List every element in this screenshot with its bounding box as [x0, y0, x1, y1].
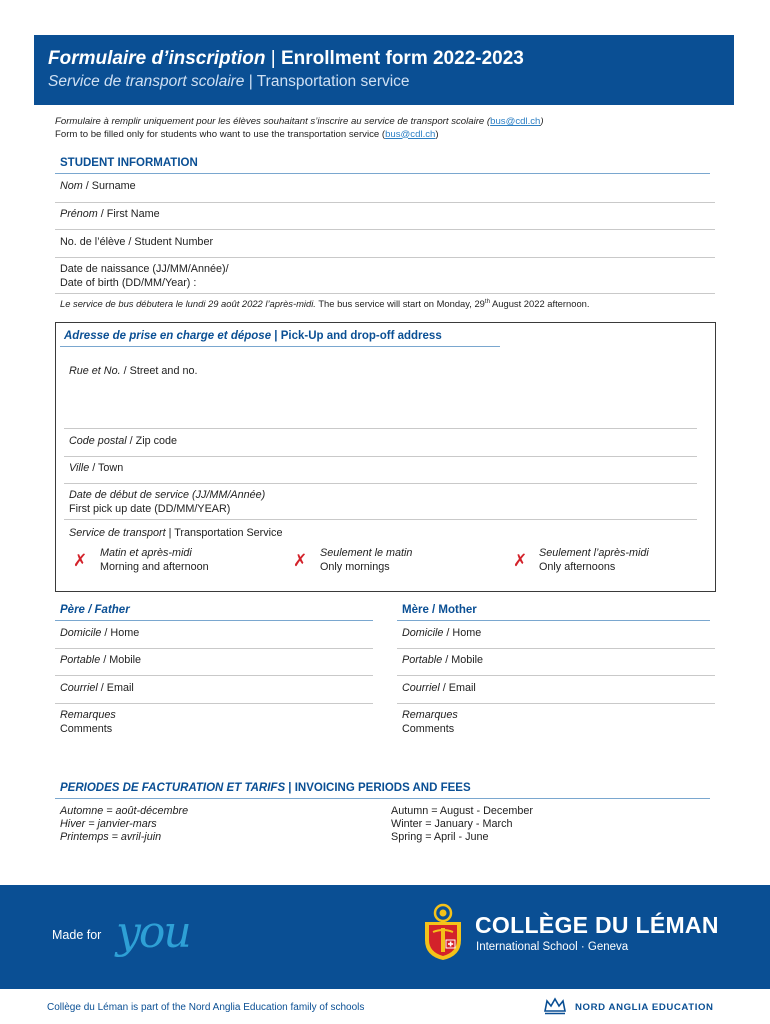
title-en: Enrollment form 2022-2023 — [280, 48, 524, 69]
father-email-line — [55, 703, 373, 704]
option-label-fr: Seulement l’après-midi — [539, 547, 649, 559]
dob-line — [55, 293, 715, 294]
subtitle-en: Transportation service — [256, 73, 410, 90]
father-email-field[interactable] — [60, 682, 134, 696]
father-mobile-fr: Portable — [60, 654, 101, 666]
surname-label-en: / Surname — [82, 180, 136, 192]
option-label-en: Only afternoons — [539, 560, 616, 573]
mother-home-fr: Domicile — [402, 627, 444, 639]
note-fr: Le service de bus débutera le lundi 29 août 2022 l’après-midi. — [60, 298, 316, 309]
mother-remarks-en: Comments — [402, 722, 455, 735]
invoicing-section-title — [60, 782, 471, 794]
footer — [0, 885, 770, 1024]
father-mobile-en: / Mobile — [100, 654, 142, 666]
intro-fr-end: ) — [540, 116, 544, 127]
nord-anglia-crown-icon — [542, 996, 568, 1016]
street-field[interactable] — [69, 365, 197, 379]
service-label-fr: Service de transport — [69, 527, 166, 539]
mother-title-rule — [397, 620, 710, 621]
town-label-en: / Town — [89, 462, 124, 474]
surname-line — [55, 202, 715, 203]
mother-email-field[interactable] — [402, 682, 476, 696]
mother-remarks-field[interactable] — [402, 709, 458, 736]
family-of-schools-text: Collège du Léman is part of the Nord Anglia Education family of schools — [47, 1002, 365, 1013]
father-email-fr: Courriel — [60, 682, 98, 694]
zip-field[interactable] — [69, 435, 177, 449]
start-date-field[interactable] — [69, 489, 265, 516]
father-mobile-line — [55, 675, 373, 676]
form-header — [34, 35, 734, 105]
start-date-label-en: First pick up date (DD/MM/YEAR) — [69, 502, 231, 515]
street-line — [64, 428, 697, 429]
start-date-label-fr: Date de début de service (JJ/MM/Année) — [69, 489, 266, 501]
option-label-fr: Matin et après-midi — [100, 547, 192, 559]
note-en-end: August 2022 afternoon. — [489, 298, 590, 309]
intro-en-end: ) — [435, 128, 439, 140]
service-label — [69, 527, 282, 541]
surname-label-fr: Nom — [60, 180, 83, 192]
title-separator: | — [265, 48, 281, 69]
student-section-title: STUDENT INFORMATION — [60, 157, 198, 169]
father-remarks-field[interactable] — [60, 709, 116, 736]
street-label-fr: Rue et No. — [69, 365, 121, 377]
mother-remarks-fr: Remarques — [402, 709, 458, 721]
option-label-fr: Seulement le matin — [320, 547, 413, 559]
nord-anglia-label: NORD ANGLIA EDUCATION — [575, 1002, 714, 1013]
intro-text — [55, 116, 544, 141]
father-remarks-en: Comments — [60, 722, 113, 735]
father-home-fr: Domicile — [60, 627, 102, 639]
invoicing-title-sep: | — [285, 782, 295, 794]
note-en: The bus service will start on Monday, 29 — [315, 298, 485, 309]
father-email-en: / Email — [97, 682, 134, 694]
title-fr: Formulaire d’inscription — [48, 48, 266, 69]
mother-mobile-en: / Mobile — [442, 654, 484, 666]
intro-line-fr — [55, 116, 544, 129]
address-title-sep: | — [271, 330, 281, 342]
father-home-field[interactable] — [60, 627, 139, 641]
dob-label-en: Date of birth (DD/MM/Year) : — [60, 276, 197, 289]
period-autumn-en: Autumn = August - December — [391, 805, 533, 817]
mother-mobile-field[interactable] — [402, 654, 483, 668]
crest-logo-icon — [421, 902, 465, 962]
mother-mobile-line — [397, 675, 715, 676]
invoicing-title-fr: PERIODES DE FACTURATION ET TARIFS — [60, 782, 286, 794]
surname-field[interactable] — [60, 180, 136, 194]
intro-fr-text: Formulaire à remplir uniquement pour les élèves souhaitant s’inscrire au service de transport scolaire ( — [55, 116, 491, 127]
address-title-en: Pick-Up and drop-off address — [280, 330, 442, 342]
address-title-rule — [60, 346, 500, 347]
father-home-en: / Home — [101, 627, 140, 639]
invoicing-periods-fr — [60, 805, 188, 843]
period-spring-fr: Printemps = avril-juin — [60, 830, 162, 843]
address-title-fr: Adresse de prise en charge et dépose — [64, 330, 272, 342]
subtitle-fr: Service de transport scolaire — [48, 73, 245, 90]
option-afternoons-only[interactable] — [539, 547, 649, 574]
address-section-title — [64, 330, 442, 342]
subtitle-separator: | — [244, 73, 257, 90]
period-winter-fr: Hiver = janvier-mars — [60, 817, 157, 830]
student-title-rule — [55, 173, 710, 174]
x-mark-icon[interactable]: ✗ — [73, 551, 88, 570]
firstname-line — [55, 229, 715, 230]
mother-home-en: / Home — [443, 627, 482, 639]
father-remarks-fr: Remarques — [60, 709, 116, 721]
mother-home-line — [397, 648, 715, 649]
invoicing-title-en: INVOICING PERIODS AND FEES — [294, 782, 471, 794]
town-line — [64, 483, 697, 484]
option-morning-afternoon[interactable] — [100, 547, 209, 574]
mother-section-title: Mère / Mother — [402, 604, 477, 616]
form-subtitle — [48, 71, 720, 93]
father-mobile-field[interactable] — [60, 654, 141, 668]
father-home-line — [55, 648, 373, 649]
note-sup: th — [484, 298, 490, 305]
form-title — [48, 47, 720, 71]
mother-home-field[interactable] — [402, 627, 481, 641]
intro-line-en — [55, 129, 544, 142]
period-spring-en: Spring = April - June — [391, 830, 489, 843]
town-label-fr: Ville — [69, 462, 90, 474]
you-wordmark: you — [116, 907, 190, 958]
zip-label-fr: Code postal — [69, 435, 127, 447]
father-title-rule — [55, 620, 373, 621]
father-section-title — [60, 604, 130, 616]
street-label-en: / Street and no. — [120, 365, 198, 377]
intro-en-text: Form to be filled only for students who want to use the transportation service ( — [55, 128, 386, 140]
period-autumn-fr: Automne = août-décembre — [60, 805, 189, 817]
dob-field[interactable] — [60, 263, 229, 290]
made-for-text: Made for — [52, 928, 102, 942]
dob-label-fr: Date de naissance (JJ/MM/Année)/ — [60, 263, 229, 275]
mother-email-line — [397, 703, 715, 704]
mother-email-fr: Courriel — [402, 682, 440, 694]
invoicing-periods-en — [391, 805, 533, 843]
school-subtitle: International School · Geneva — [476, 941, 629, 953]
email-link-en[interactable]: bus@cdl.ch — [385, 128, 436, 140]
x-mark-icon[interactable]: ✗ — [293, 551, 308, 570]
option-mornings-only[interactable] — [320, 547, 412, 574]
service-label-en: | Transportation Service — [165, 527, 283, 539]
firstname-field[interactable] — [60, 208, 160, 222]
period-winter-en: Winter = January - March — [391, 817, 513, 830]
mother-mobile-fr: Portable — [402, 654, 443, 666]
option-label-en: Morning and afternoon — [100, 560, 209, 573]
invoicing-title-rule — [55, 798, 710, 799]
zip-line — [64, 456, 697, 457]
school-name: COLLÈGE DU LÉMAN — [475, 912, 719, 938]
town-field[interactable] — [69, 462, 123, 476]
bus-start-note — [60, 298, 589, 309]
option-label-en: Only mornings — [320, 560, 390, 573]
student-number-line — [55, 257, 715, 258]
student-number-field[interactable]: No. de l’élève / Student Number — [60, 236, 214, 248]
x-mark-icon[interactable]: ✗ — [513, 551, 528, 570]
father-title: Père / Father — [60, 604, 130, 616]
email-link-fr[interactable]: bus@cdl.ch — [490, 116, 541, 127]
zip-label-en: / Zip code — [126, 435, 178, 447]
firstname-label-en: / First Name — [97, 208, 160, 220]
mother-email-en: / Email — [439, 682, 476, 694]
start-date-line — [64, 519, 697, 520]
firstname-label-fr: Prénom — [60, 208, 98, 220]
